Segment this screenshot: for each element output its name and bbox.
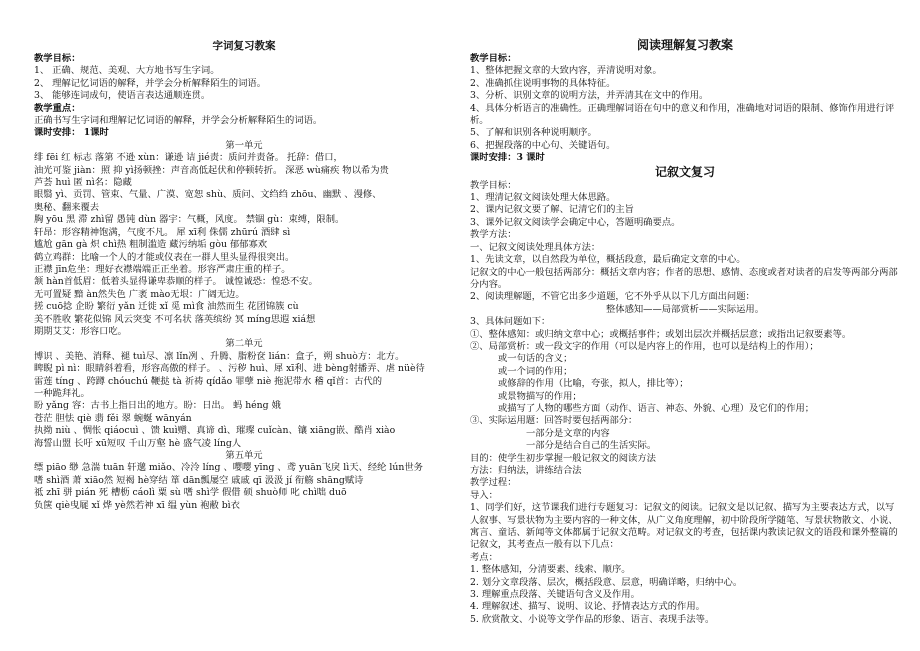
right-bottom-line: 目的：使学生初步掌握一般记叙文的阅读方法 [470, 452, 656, 464]
left-line: 教学目标： [34, 53, 81, 64]
right-top-line: 3、分析、识别文章的说明方法，并弄清其在文中的作用。 [470, 90, 709, 102]
right-bottom-line: 考点： [470, 551, 498, 563]
right-bottom-line: 或一句话的含义； [498, 353, 573, 365]
left-title: 字词复习教案 [212, 40, 276, 52]
right-bottom-line: 1、先读文章，以自然段为单位，概括段意，最后确定文章的中心。 [470, 254, 746, 266]
left-line: 美不胜收 繁花似锦 风云突变 不可名状 落英缤纷 冥 míng思遐 xiá想 [34, 313, 316, 325]
right-bottom-line: ③、实际运用题：回答时要包括两部分： [470, 415, 638, 427]
right-bottom-line: 3. 理解重点段落、关键语句含义及作用。 [470, 589, 640, 601]
right-top-lines [470, 53, 900, 165]
right-bottom-line: 导入： [470, 489, 498, 501]
right-bottom-line: 教学过程： [470, 477, 517, 489]
right-bottom-line: 3、具体问题如下： [470, 316, 551, 328]
left-line: 颔 hàn首低眉：低着头显得谦卑恭顺的样子。 诚惶诚恐：惶恐不安。 [34, 276, 318, 288]
right-bottom-line: 记叙文的中心一般包括两部分：概括文章内容；作者的思想、感情、态度或者对读者的启发等两部分两部分内容。 [470, 266, 898, 290]
left-line: 轩昂：形容精神饱满，气度不凡。 犀 xī利 侏儒 zhūrú 酒肆 sì [34, 226, 291, 238]
right-bottom-line: 一、记叙文阅读处理具体方法： [470, 241, 601, 253]
left-line: 第一单元 [225, 139, 263, 151]
right-bottom-line: 或一个词的作用； [498, 365, 573, 377]
right-bottom-line: 4. 理解叙述、描写、说明、议论、抒情表达方式的作用。 [470, 601, 705, 613]
right-top-line: 6、把握段落的中心句、关键语句。 [470, 139, 616, 151]
left-line: 绯 fēi 红 标志 落第 不逊 xùn：谦逊 诘 jié责：质问并责备。 托辞：借口， [34, 152, 343, 164]
left-line: 教学重点： [34, 102, 81, 114]
left-line: 一种跪拜礼。 [34, 387, 90, 399]
right-bottom-lines [470, 180, 900, 627]
right-bottom-line: 2、课内记叙文要了解、记清它们的主旨 [470, 204, 634, 216]
right-bottom-line: 教学目标： [470, 179, 517, 191]
right-bottom-line: 教学方法： [470, 229, 517, 241]
left-line: 眼翳 yì、贡罚、管束、气量、广漠、宽恕 shù、质问、文绉绉 zhōu、幽默 、漫修、 [34, 189, 382, 201]
right-top-line: 1、整体把握文章的大致内容，弄清说明对象。 [470, 65, 662, 77]
left-line: 芦荟 huì 匿 nì名：隐藏 [34, 177, 132, 189]
right-bottom-line: 1、同学们好，这节课我们进行专题复习：记叙文的阅读。记叙文是以记叙、描写为主要表达方式，以写人叙事、写景状物为主要内容的一种文体，从广义角度理解，初中阶段所学随笔、写景状物散文、小说、寓言、童话、新闻等文体都属于记叙文范畴。对记叙文的考查，包括课内教读记叙文的语段和课外整篇的记叙文，其考查点一般有以下几点： [470, 502, 898, 551]
left-line: 苍茫 胆怯 qiè 翡 fěi 翠 蜿蜒 wānyán [34, 412, 192, 424]
left-line: 1、 正确、规范、美观、大方地书写生字词。 [34, 65, 220, 77]
left-line: 博识 、美艳、消释、褪 tuì尽、凛 lǐn冽 、升腾、脂粉奁 lián：盒子，朔 shuò方：北方。 [34, 350, 405, 362]
right-bottom-line: 1、理清记叙文阅读处理大体思路。 [470, 192, 616, 204]
right-bottom-line: 一部分是文章的内容 [526, 427, 610, 439]
right-bottom-line: 一部分是结合自己的生活实际。 [526, 440, 657, 452]
left-line: 嗜 shì酒 萧 xiāo然 短褐 hè穿结 箪 dān瓢屡空 戚戚 qī 汲汲 jí 衔觞 shāng赋诗 [34, 474, 364, 486]
left-line: 胸 yōu 黑 滞 zhì留 愚钝 dùn 器宇：气概，风度。 禁锢 gù：束缚，限制。 [34, 214, 345, 226]
right-top-line: 5、了解和识别各种说明顺序。 [470, 127, 597, 139]
right-top-line: 教学目标： [470, 53, 517, 64]
left-line: 执拗 niù 、惆怅 qiáocuì 、馈 kuì赠、真谛 dì、璀璨 cuǐcàn、镶 xiāng嵌、酷肖 xiào [34, 425, 396, 437]
left-line: 课时安排： 1课时 [34, 127, 109, 139]
right-top-line: 课时安排：3 课时 [470, 152, 545, 164]
right-subtitle: 记叙文复习 [654, 164, 715, 179]
left-line: 正确书写生字词和理解记忆词语的解释，并学会分析解释陌生的词语。 [34, 115, 323, 127]
left-line: 奥秘、翻来覆去 [34, 201, 100, 213]
right-bottom-line: 1. 整体感知，分清要素、线索、顺序。 [470, 564, 631, 576]
left-line: 睥睨 pì nì：眼睛斜着看，形容高傲的样子。 、污秽 huì、犀 xī利、进 bèng射播弄、虐 nüè待 [34, 363, 425, 375]
right-bottom-line: 或描写了人物的哪些方面（动作、语言、神态、外貌、心理）及它们的作用； [498, 402, 815, 414]
left-column [34, 40, 454, 512]
right-bottom-line: 2、阅读理解题，不管它出多少道题，它不外乎从以下几方面出问题： [470, 291, 755, 303]
left-line: 缥 piāo 缈 急湍 tuān 轩邈 miǎo、冷泠 líng 、嘤嘤 yīng 、鸢 yuān飞戾 lì天、经纶 lún世务 [34, 462, 423, 474]
left-line: 鹤立鸡群：比喻一个人的才能或仪表在一群人里头显得很突出。 [34, 251, 295, 263]
right-bottom-line: 5. 欣赏散文、小说等文学作品的形象、语言、表现手法等。 [470, 613, 715, 625]
right-bottom-line: ②、局部赏析：或一段文字的作用（可以是内容上的作用，也可以是结构上的作用）； [470, 340, 819, 352]
left-line: 祗 zhī 骈 pián 死 槽枥 cáolì 粟 sù 嗜 shì学 假借 硕 shuò师 叱 chì咄 duō [34, 487, 347, 499]
left-line: 第二单元 [225, 338, 263, 350]
left-line: 2、 理解记忆词语的解释，并学会分析解释陌生的词语。 [34, 77, 266, 89]
left-line: 盼 yǎng 容：古书上指日出的地方。盼：日出。 蚂 héng 娥 [34, 400, 281, 412]
right-bottom-line: 整体感知——局部赏析——实际运用。 [605, 303, 765, 315]
right-bottom-line: ①、整体感知：或归纳文章中心；或概括事件；或划出层次并概括层意；或指出记叙要素等。 [470, 328, 852, 340]
right-bottom-line: 或修辞的作用（比喻，夸张，拟人，排比等）； [498, 378, 689, 390]
right-title: 阅读理解复习教案 [636, 38, 733, 52]
left-line: 油光可鉴 jiàn：照 抑 yì扬顿挫：声音高低起伏和停顿转折。 深恶 wù痛疾 物以希为贵 [34, 164, 389, 176]
right-bottom-line: 3、课外记叙文阅读学会确定中心，答题明确要点。 [470, 216, 681, 228]
left-line: 尴尬 gān gà 炽 chì热 粗制滥造 藏污纳垢 gòu 郁郁寡欢 [34, 239, 268, 251]
left-line: 正襟 jīn危坐：理好衣襟端端正正坐着。形容严肃庄重的样子。 [34, 263, 291, 275]
left-line: 海誓山盟 长吁 xū短叹 千山万壑 hè 盛气凌 líng人 [34, 437, 242, 449]
right-bottom-line: 或景物描写的作用； [498, 390, 582, 402]
right-bottom-line: 方法：归纳法，讲练结合法 [470, 465, 582, 476]
left-line: 雷莲 tíng 、跨蹲 chóuchú 鞭挞 tà 祈祷 qídǎo 罪孽 niè 拖泥带水 稽 qǐ首：古代的 [34, 375, 382, 387]
left-line: 3、 能够连词成句，使语言表达通顺连贯。 [34, 90, 211, 102]
right-bottom-line: 2. 划分文章段落、层次，概括段意、层意，明确详略，归纳中心。 [470, 576, 743, 588]
left-line: 负箧 qiè曳屣 xǐ 烨 yè然若神 xī 缊 yùn 袍敝 bì衣 [34, 499, 240, 511]
left-line: 无可置疑 黯 àn然失色 广袤 mào无垠：广阔无边。 [34, 288, 245, 300]
left-line: 第五单元 [225, 450, 263, 461]
right-top-line: 4、具体分析语言的准确性。正确理解词语在句中的意义和作用，准确地对词语的限制、修饰作用进行评析。 [470, 102, 895, 127]
left-line: 期期艾艾：形容口吃。 [34, 325, 127, 337]
right-column [470, 38, 900, 626]
right-top-line: 2、准确抓住说明事物的具体特征。 [470, 77, 616, 89]
left-line: 搓 cuō捻 企盼 繁衍 yǎn 迁徙 xǐ 觅 mì食 油然而生 花团锦簇 cù [34, 301, 299, 313]
left-lines [34, 53, 454, 512]
